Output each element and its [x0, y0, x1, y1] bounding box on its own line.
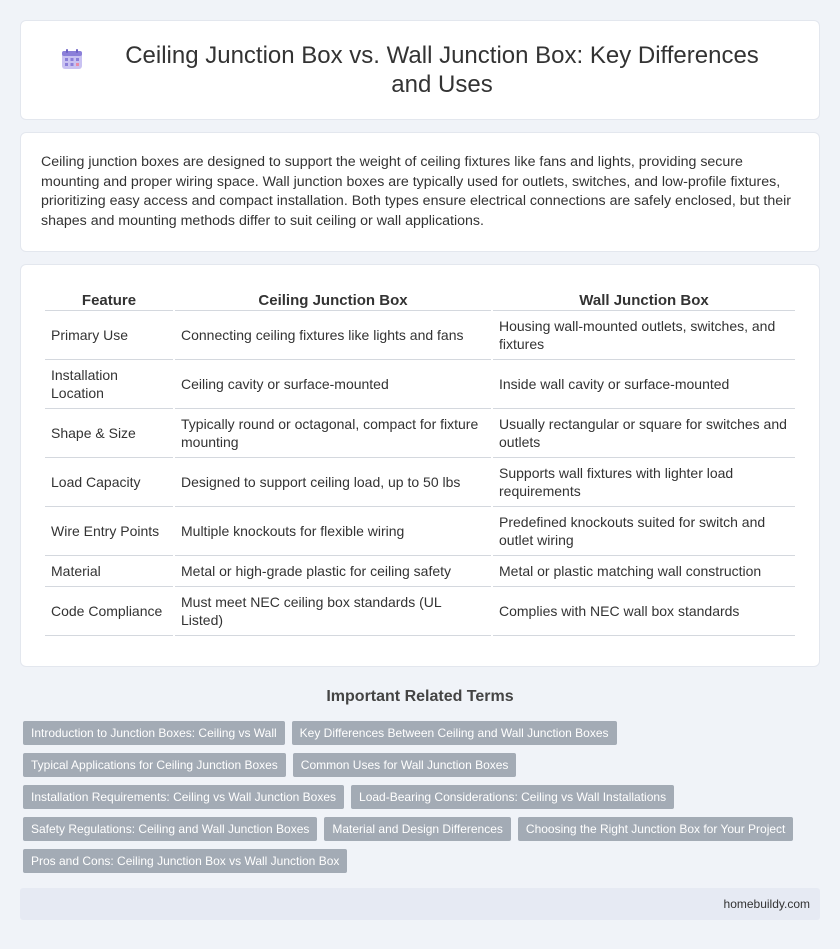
table-row [45, 409, 795, 458]
table-cell-ceiling: Ceiling cavity or surface-mounted [175, 360, 491, 409]
table-header-row [45, 287, 795, 311]
table-cell-wall: Supports wall fixtures with lighter load requirements [493, 458, 795, 507]
related-term-tag[interactable]: Introduction to Junction Boxes: Ceiling vs Wall [23, 721, 285, 745]
related-term-tag[interactable]: Typical Applications for Ceiling Junction Boxes [23, 753, 286, 777]
related-term-tag[interactable]: Common Uses for Wall Junction Boxes [293, 753, 517, 777]
table-header-cell: Ceiling Junction Box [175, 287, 491, 311]
table-cell-ceiling: Typically round or octagonal, compact for fixture mounting [175, 409, 491, 458]
header-card [20, 20, 820, 120]
table-cell-feature: Code Compliance [45, 587, 173, 636]
table-cell-feature: Shape & Size [45, 409, 173, 458]
table-row [45, 507, 795, 556]
page-title: Ceiling Junction Box vs. Wall Junction Box: Key Differences and Uses [125, 42, 759, 98]
intro-text: Ceiling junction boxes are designed to support the weight of ceiling fixtures like fans and lights, providing secure mounting and proper wiring space. Wall junction boxes are typically used for outlets, switches, and low-profile fixtures, prioritizing easy access and compact installation. Both types ensure electrical connections are safely enclosed, but their shapes and mounting methods differ to suit ceiling or wall applications. [41, 154, 791, 229]
header-inner [61, 41, 779, 99]
table-cell-feature: Primary Use [45, 311, 173, 360]
table-header-cell: Wall Junction Box [493, 287, 795, 311]
table-cell-ceiling: Metal or high-grade plastic for ceiling safety [175, 556, 491, 587]
table-cell-wall: Predefined knockouts suited for switch and outlet wiring [493, 507, 795, 556]
table-cell-wall: Housing wall-mounted outlets, switches, and fixtures [493, 311, 795, 360]
table-row [45, 458, 795, 507]
related-term-tag[interactable]: Safety Regulations: Ceiling and Wall Junction Boxes [23, 817, 317, 841]
table-cell-wall: Complies with NEC wall box standards [493, 587, 795, 636]
table-cell-wall: Inside wall cavity or surface-mounted [493, 360, 795, 409]
table-row [45, 556, 795, 587]
related-term-tag[interactable]: Material and Design Differences [324, 817, 511, 841]
table-cell-ceiling: Multiple knockouts for flexible wiring [175, 507, 491, 556]
related-term-tag[interactable]: Choosing the Right Junction Box for Your Project [518, 817, 794, 841]
table-cell-ceiling: Connecting ceiling fixtures like lights and fans [175, 311, 491, 360]
footer-site-name: homebuildy.com [723, 897, 810, 911]
table-cell-ceiling: Designed to support ceiling load, up to 50 lbs [175, 458, 491, 507]
footer [20, 888, 820, 920]
intro-card [20, 132, 820, 252]
related-term-tag[interactable]: Load-Bearing Considerations: Ceiling vs Wall Installations [351, 785, 674, 809]
table-cell-feature: Load Capacity [45, 458, 173, 507]
comparison-table [43, 287, 797, 636]
related-term-tag[interactable]: Key Differences Between Ceiling and Wall Junction Boxes [292, 721, 617, 745]
table-cell-feature: Material [45, 556, 173, 587]
related-term-tag[interactable]: Installation Requirements: Ceiling vs Wall Junction Boxes [23, 785, 344, 809]
related-term-tag[interactable]: Pros and Cons: Ceiling Junction Box vs Wall Junction Box [23, 849, 347, 873]
table-row [45, 360, 795, 409]
table-header-cell: Feature [45, 287, 173, 311]
table-cell-wall: Metal or plastic matching wall construction [493, 556, 795, 587]
table-cell-feature: Wire Entry Points [45, 507, 173, 556]
calendar-grid-icon [61, 48, 83, 70]
table-cell-ceiling: Must meet NEC ceiling box standards (UL Listed) [175, 587, 491, 636]
related-terms-title: Important Related Terms [326, 688, 514, 705]
table-row [45, 587, 795, 636]
table-cell-feature: Installation Location [45, 360, 173, 409]
table-cell-wall: Usually rectangular or square for switches and outlets [493, 409, 795, 458]
table-row [45, 311, 795, 360]
related-terms-list [20, 721, 820, 881]
comparison-table-card [20, 264, 820, 667]
